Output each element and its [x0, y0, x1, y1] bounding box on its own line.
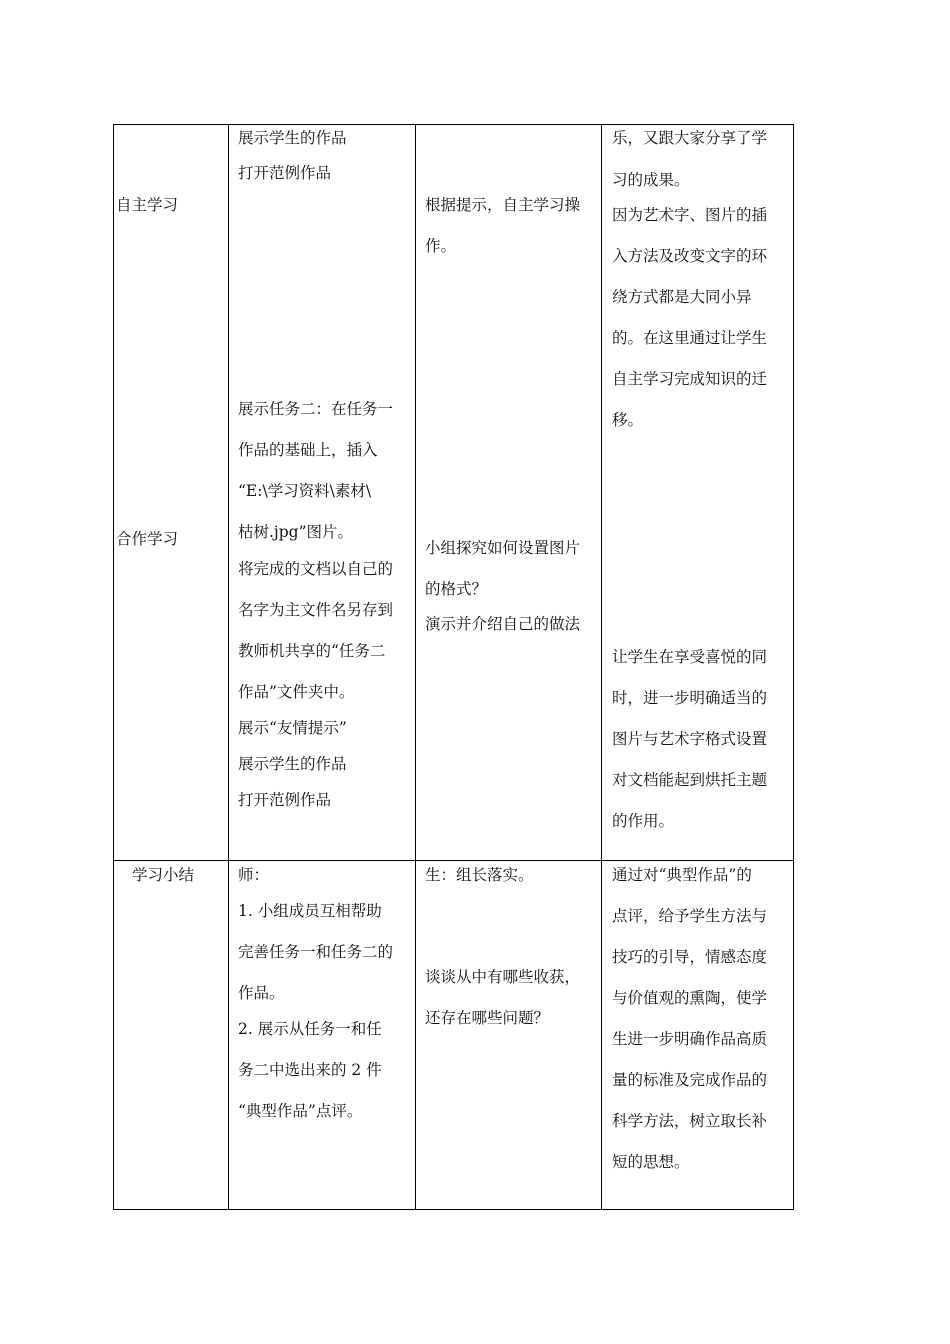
- student-line: 还存在哪些问题？: [425, 1009, 550, 1027]
- intent-line: 图片与艺术字格式设置: [612, 730, 768, 748]
- student-line: 作。: [425, 237, 457, 255]
- intent-line: 让学生在享受喜悦的同: [612, 648, 768, 666]
- teacher-line: 展示学生的作品: [238, 755, 347, 773]
- column-divider-2: [415, 124, 416, 1210]
- intent-line: 的作用。: [612, 812, 675, 830]
- teacher-line: 完善任务一和任务二的: [238, 943, 394, 961]
- teacher-line: “E:\学习资料\素材\: [238, 482, 372, 500]
- teacher-line: 将完成的文档以自己的: [238, 560, 394, 578]
- teacher-line: 枯树.jpg”图片。: [238, 523, 354, 541]
- student-line: 的格式？: [425, 580, 488, 598]
- intent-line: 生进一步明确作品高质: [612, 1030, 768, 1048]
- intent-line: 自主学习完成知识的迁: [612, 370, 768, 388]
- teacher-line: 打开范例作品: [238, 791, 332, 809]
- intent-line: 科学方法，树立取长补: [612, 1112, 768, 1130]
- teacher-line: 展示学生的作品: [238, 129, 347, 147]
- intent-line: 时，进一步明确适当的: [612, 689, 768, 707]
- row-label-cooperative: 合作学习: [116, 530, 179, 548]
- intent-line: 入方法及改变文字的环: [612, 247, 768, 265]
- row-divider: [113, 860, 794, 861]
- intent-line: 移。: [612, 411, 644, 429]
- column-divider-3: [601, 124, 602, 1210]
- teacher-line: 打开范例作品: [238, 164, 332, 182]
- teacher-line: 作品的基础上，插入: [238, 441, 378, 459]
- teacher-line: 1. 小组成员互相帮助: [238, 902, 382, 920]
- table-border-left: [113, 124, 114, 1210]
- teacher-line: 作品。: [238, 984, 285, 1002]
- intent-line: 短的思想。: [612, 1153, 690, 1171]
- row-label-summary: 学习小结: [132, 866, 195, 884]
- intent-line: 通过对“典型作品”的: [612, 866, 752, 884]
- table-border-top: [113, 124, 794, 125]
- intent-line: 的。在这里通过让学生: [612, 329, 768, 347]
- teacher-line: 作品”文件夹中。: [238, 683, 355, 701]
- intent-line: 对文档能起到烘托主题: [612, 771, 768, 789]
- student-line: 生：组长落实。: [425, 866, 534, 884]
- intent-line: 技巧的引导，情感态度: [612, 948, 768, 966]
- intent-line: 量的标准及完成作品的: [612, 1071, 768, 1089]
- intent-line: 习的成果。: [612, 171, 690, 189]
- teacher-line: 教师机共享的“任务二: [238, 642, 386, 660]
- teacher-line: “典型作品”点评。: [238, 1102, 363, 1120]
- column-divider-1: [228, 124, 229, 1210]
- intent-line: 因为艺术字、图片的插: [612, 206, 768, 224]
- teacher-line: 师：: [238, 866, 270, 884]
- student-line: 小组探究如何设置图片: [425, 539, 581, 557]
- teacher-line: 名字为主文件名另存到: [238, 601, 394, 619]
- teacher-line: 务二中选出来的 2 件: [238, 1061, 382, 1079]
- table-border-bottom: [113, 1209, 794, 1210]
- student-line: 演示并介绍自己的做法: [425, 615, 581, 633]
- table-border-right: [793, 124, 794, 1210]
- student-line: 根据提示，自主学习操: [425, 196, 581, 214]
- teacher-line: 2. 展示从任务一和任: [238, 1020, 382, 1038]
- intent-line: 点评，给予学生方法与: [612, 907, 768, 925]
- intent-line: 乐，又跟大家分享了学: [612, 129, 768, 147]
- intent-line: 与价值观的熏陶，使学: [612, 989, 768, 1007]
- teacher-line: 展示任务二：在任务一: [238, 400, 394, 418]
- teacher-line: 展示“友情提示”: [238, 719, 347, 737]
- row-label-self-study: 自主学习: [116, 196, 179, 214]
- student-line: 谈谈从中有哪些收获，: [425, 968, 581, 986]
- intent-line: 绕方式都是大同小异: [612, 288, 752, 306]
